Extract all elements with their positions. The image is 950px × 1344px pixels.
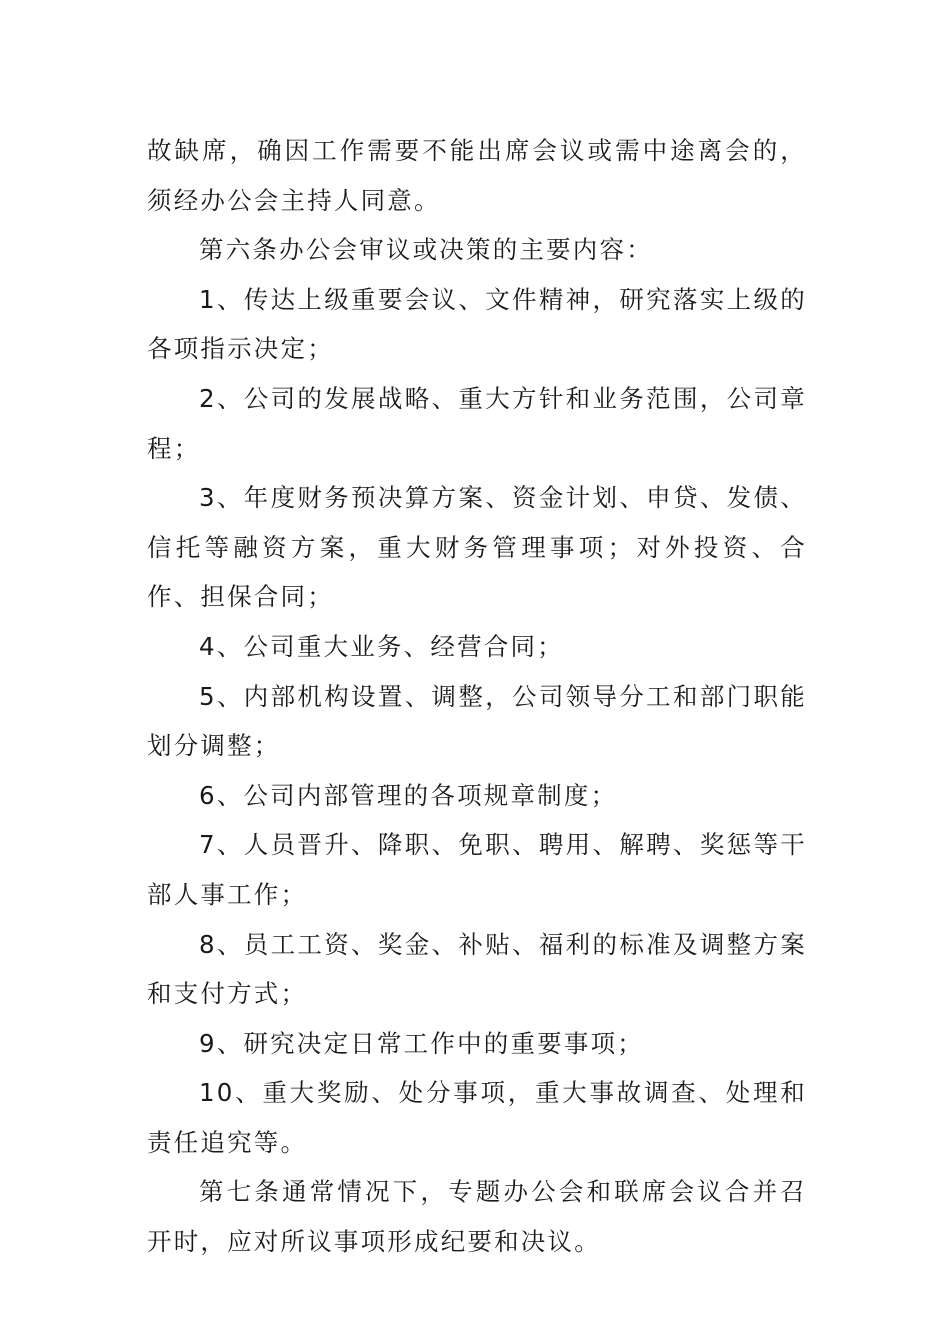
list-item-4: 4、公司重大业务、经营合同；: [199, 631, 564, 661]
paragraph-article-7: 第七条通常情况下，专题办公会和联席会议合并召开时，应对所议事项形成纪要和决议。: [147, 1177, 807, 1257]
list-item-5: 5、内部机构设置、调整，公司领导分工和部门职能划分调整；: [147, 681, 807, 761]
list-item-3: 3、年度财务预决算方案、资金计划、申贷、发债、信托等融资方案，重大财务管理事项；对外投资、合作、担保合同；: [147, 483, 807, 612]
list-item-9: 9、研究决定日常工作中的重要事项；: [199, 1028, 644, 1058]
list-item-10: 10、重大奖励、处分事项，重大事故调查、处理和责任追究等。: [147, 1078, 807, 1157]
list-item-1: 1、传达上级重要会议、文件精神，研究落实上级的各项指示决定；: [147, 284, 807, 364]
list-item-2: 2、公司的发展战略、重大方针和业务范围，公司章程；: [147, 383, 807, 463]
list-item-7: 7、人员晋升、降职、免职、聘用、解聘、奖惩等干部人事工作；: [147, 830, 807, 909]
list-item-6: 6、公司内部管理的各项规章制度；: [199, 780, 618, 810]
paragraph-article-6: 第六条办公会审议或决策的主要内容：: [199, 235, 653, 265]
list-item-8: 8、员工工资、奖金、补贴、福利的标准及调整方案和支付方式；: [147, 929, 807, 1009]
paragraph-continuation: 故缺席，确因工作需要不能出席会议或需中途离会的，须经办公会主持人同意。: [147, 136, 807, 215]
document-body: [147, 126, 807, 1267]
